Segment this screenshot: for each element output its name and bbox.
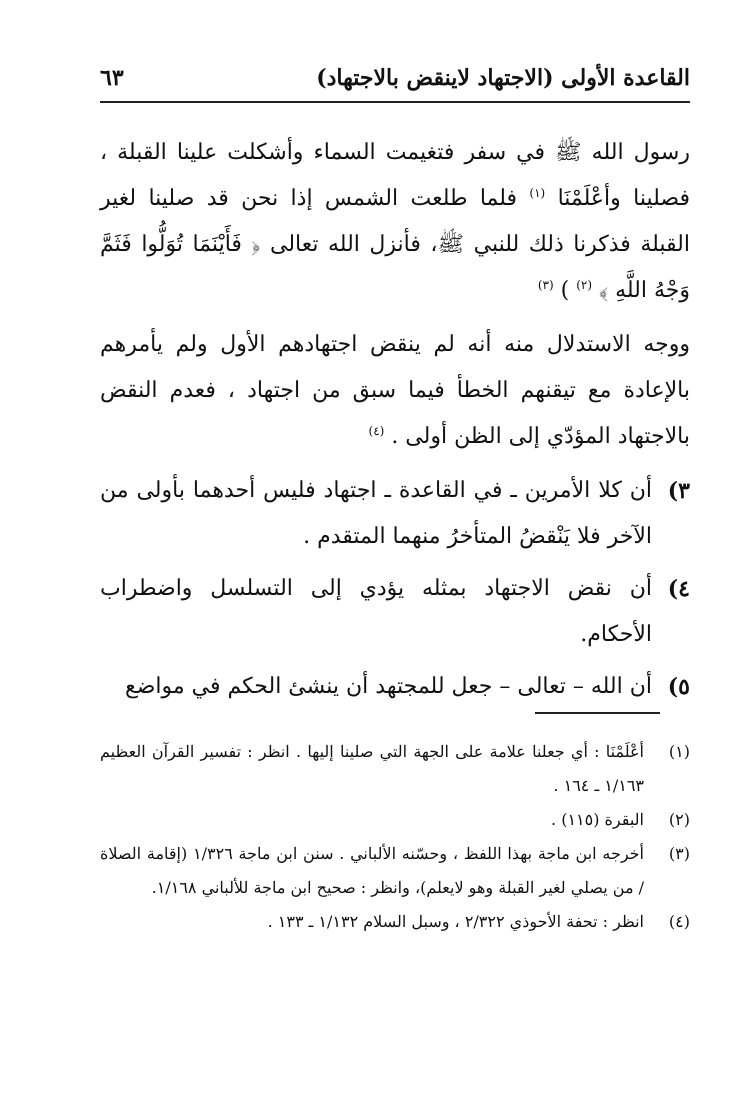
list-item-text: أن الله – تعالى – جعل للمجتهد أن ينشئ الحكم في مواضع	[125, 674, 652, 699]
running-header-title: القاعدة الأولى (الاجتهاد لاينقض بالاجتهاد)	[316, 65, 690, 91]
footnote-text: البقرة (١١٥) .	[551, 810, 644, 829]
paragraph-text: فلما طلعت الشمس إذا نحن قد صلينا لغير القبلة فذكرنا ذلك للنبي ﷺ، فأنزل الله تعالى ﴿ فَأَيْنَمَا تُوَلُّوا فَثَمَّ وَجْهُ اللَّهِ ﴾	[100, 186, 690, 303]
paragraph-reasoning	[100, 322, 690, 460]
footnote-text: أعْلَمْنَا : أي جعلنا علامة على الجهة التي صلينا إليها . انظر : تفسير القرآن العظيم ١/١٦٣ ـ ١٦٤ .	[100, 742, 645, 795]
footnote-ref-4[interactable]: (٤)	[368, 424, 385, 438]
list-item	[100, 664, 690, 710]
page-number: ٦٣	[100, 65, 124, 91]
paragraph-text: رسول الله ﷺ في سفر فتغيمت السماء وأشكلت علينا القبلة ، فصلينا وأعْلَمْنَا	[100, 140, 690, 211]
main-text	[100, 130, 690, 716]
list-item-text: أن كلا الأمرين ـ في القاعدة ـ اجتهاد فليس أحدهما بأولى من الآخر فلا يَنْقضُ المتأخرُ منهما المتقدم .	[100, 478, 652, 549]
footnote	[100, 837, 690, 905]
footnote	[100, 735, 690, 803]
list-item-number: ٥)	[667, 674, 690, 700]
footnote-ref-1[interactable]: (١)	[529, 186, 546, 200]
list-item-text: أن نقض الاجتهاد بمثله يؤدي إلى التسلسل واضطراب الأحكام.	[100, 576, 652, 647]
running-header	[100, 55, 690, 101]
paragraph-hadith	[100, 130, 690, 314]
list-item-number: ٤)	[667, 576, 690, 602]
paragraph-text: ووجه الاستدلال منه أنه لم ينقض اجتهادهم الأول ولم يأمرهم بالإعادة مع تيقنهم الخطأ فيما سبق من اجتهاد ، فعدم النقض بالاجتهاد المؤدّي إلى الظن أولى .	[100, 332, 690, 449]
header-rule	[100, 101, 690, 103]
footnote-number: (٢)	[668, 810, 690, 829]
footnote-text: انظر : تحفة الأحوذي ٢/٣٢٢ ، وسبل السلام ١/١٣٢ ـ ١٣٣ .	[267, 912, 644, 931]
paragraph-text: )	[553, 278, 577, 303]
footnote-ref-2[interactable]: (٢)	[576, 278, 593, 292]
footnote-number: (٤)	[668, 912, 690, 931]
list-item	[100, 468, 690, 560]
list-item-number: ٣)	[667, 478, 690, 504]
footnotes	[100, 735, 690, 939]
footnote	[100, 905, 690, 939]
footnote-ref-3[interactable]: (٣)	[537, 278, 554, 292]
footnote-text: أخرجه ابن ماجة بهذا اللفظ ، وحسّنه الألباني . سنن ابن ماجة ١/٣٢٦ (إقامة الصلاة / من يصلي لغير القبلة وهو لايعلم)، وانظر : صحيح ابن ماجة للألباني ١/١٦٨.	[100, 844, 645, 897]
footnote	[100, 803, 690, 837]
list-item	[100, 566, 690, 658]
footnote-separator	[535, 712, 660, 714]
footnote-number: (١)	[668, 742, 690, 761]
footnote-number: (٣)	[668, 844, 690, 863]
